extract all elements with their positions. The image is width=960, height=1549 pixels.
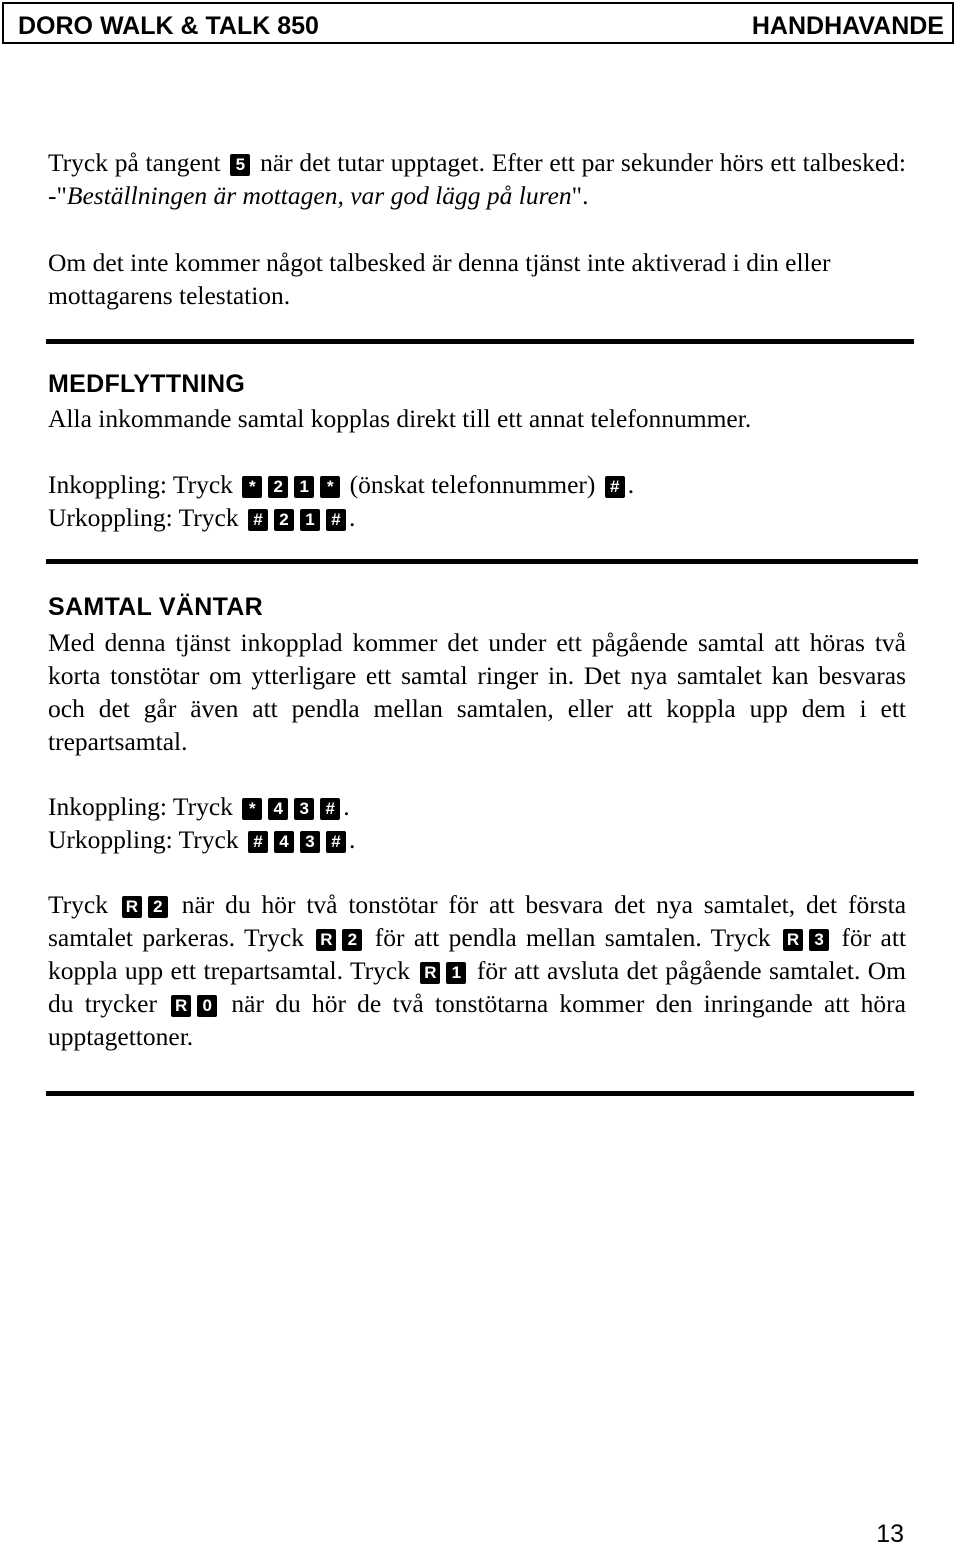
key-hash-icon: #: [248, 831, 268, 853]
medflyttning-urkoppling-line: [48, 501, 906, 534]
r-text-6: när du hör de två tonstötarna kommer den inringande att höra upptagettoner.: [48, 989, 906, 1051]
key-hash-icon: #: [326, 831, 346, 853]
key-2-icon: 2: [274, 509, 294, 531]
period: .: [348, 503, 356, 532]
key-hash-icon: #: [326, 509, 346, 531]
header-title: DORO WALK & TALK 850: [18, 12, 319, 40]
medflyttning-inkoppling-line: [48, 468, 906, 501]
key-r-icon: R: [316, 929, 336, 951]
page-number: 13: [876, 1520, 904, 1548]
key-hash-icon: #: [248, 509, 268, 531]
samtal-vantar-description: Med denna tjänst inkopplad kommer det under ett pågående samtal att höras två korta tonstötar om ytterligare ett samtal ringer in. Det nya samtalet kan besvaras och det går även att pendla mellan samtalen, eller att koppla upp dem i ett trepartsamtal.: [48, 628, 906, 756]
key-2-icon: 2: [148, 896, 168, 918]
period: .: [627, 470, 635, 499]
key-hash-icon: #: [605, 476, 625, 498]
urkoppling-label: Urkoppling: Tryck: [48, 503, 239, 532]
key-star-icon: *: [320, 476, 340, 498]
key-r-icon: R: [122, 896, 142, 918]
key-2-icon: 2: [342, 929, 362, 951]
inkoppling-label: Inkoppling: Tryck: [48, 470, 233, 499]
period: .: [343, 792, 350, 821]
medflyttning-activation: [48, 468, 906, 534]
key-2-icon: 2: [268, 476, 288, 498]
intro-italic-message: Beställningen är mottagen, var god lägg på luren: [66, 181, 572, 210]
intro-paragraph-1: [48, 146, 906, 212]
key-star-icon: *: [242, 476, 262, 498]
key-3-icon: 3: [809, 929, 829, 951]
key-3-icon: 3: [300, 831, 320, 853]
r-text-5: för att avsluta det pågående samtalet. Om du trycker: [48, 956, 907, 1018]
r-text-4: för att koppla upp ett trepartsamtal. Tryck: [48, 923, 907, 985]
samtal-vantar-r-instructions: [48, 888, 906, 1053]
section-divider: [46, 1091, 914, 1096]
intro-text-a: Tryck på tangent: [48, 148, 221, 177]
samtal-vantar-inkoppling-line: [48, 790, 906, 823]
r-text-3: för att pendla mellan samtalen. Tryck: [374, 923, 771, 952]
key-r-icon: R: [420, 962, 440, 984]
key-5-icon: 5: [230, 154, 250, 176]
key-4-icon: 4: [268, 798, 288, 820]
key-3-icon: 3: [294, 798, 314, 820]
inkoppling-number-hint: (önskat telefonnummer): [349, 470, 596, 499]
key-1-icon: 1: [300, 509, 320, 531]
samtal-vantar-urkoppling-line: [48, 823, 906, 856]
samtal-vantar-activation: [48, 790, 906, 856]
key-4-icon: 4: [274, 831, 294, 853]
key-1-icon: 1: [446, 962, 466, 984]
section-divider: [46, 559, 918, 564]
key-r-icon: R: [783, 929, 803, 951]
section-heading-medflyttning: MEDFLYTTNING: [48, 370, 246, 398]
r-text-2: när du hör två tonstötar för att besvara det nya samtalet, det första samtalet parkeras. Tryck: [48, 890, 907, 952]
key-star-icon: *: [242, 798, 262, 820]
period: .: [348, 825, 356, 854]
intro-paragraph-2: Om det inte kommer något talbesked är denna tjänst inte aktiverad i din eller mottagarens telestation.: [48, 248, 831, 310]
key-hash-icon: #: [320, 798, 340, 820]
page-header: [2, 2, 954, 44]
key-1-icon: 1: [294, 476, 314, 498]
intro-text-c: ".: [571, 181, 589, 210]
section-divider: [46, 339, 914, 344]
key-r-icon: R: [171, 995, 191, 1017]
intro-text-b: när det tutar upptaget. Efter ett par sekunder hörs ett talbesked: -": [48, 148, 907, 210]
header-section: HANDHAVANDE: [751, 12, 944, 40]
inkoppling-label: Inkoppling: Tryck: [48, 792, 233, 821]
section-heading-samtal-vantar: SAMTAL VÄNTAR: [48, 593, 263, 621]
key-0-icon: 0: [197, 995, 217, 1017]
urkoppling-label: Urkoppling: Tryck: [48, 825, 239, 854]
medflyttning-description: Alla inkommande samtal kopplas direkt till ett annat telefonnummer.: [48, 404, 752, 433]
r-text-1: Tryck: [48, 890, 108, 919]
